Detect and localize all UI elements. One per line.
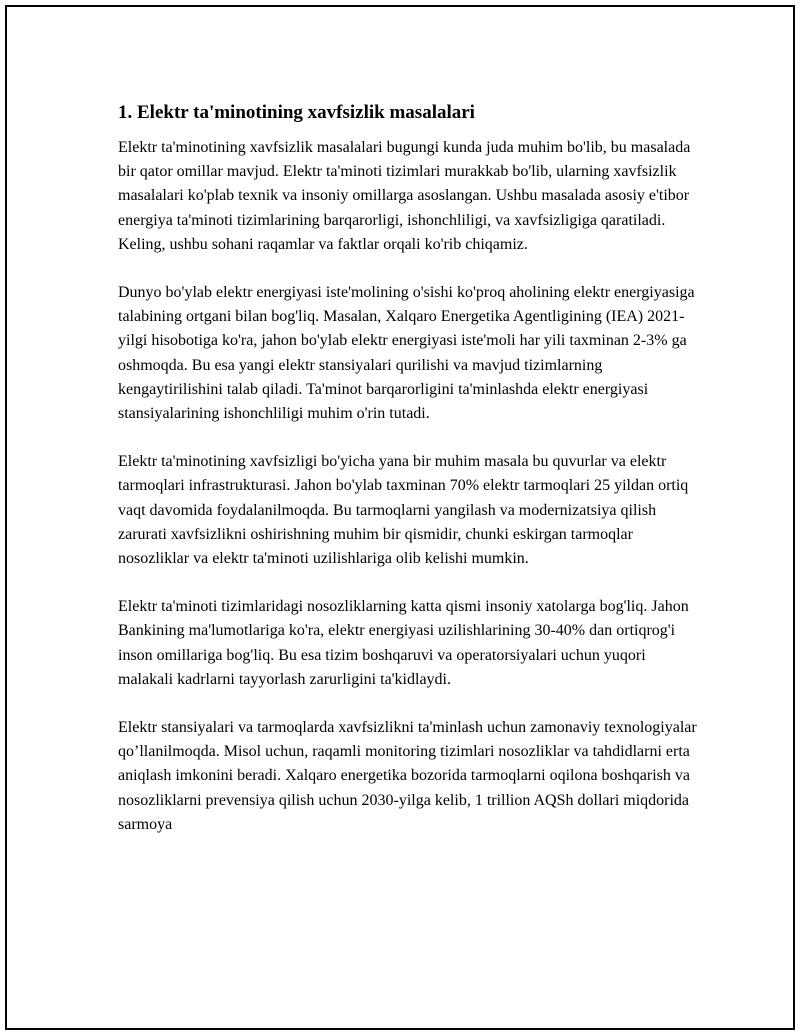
paragraph-1: Elektr ta'minotining xavfsizlik masalalari bugungi kunda juda muhim bo'lib, bu masalada bir qator omillar mavjud. Elektr ta'minoti tizimlari murakkab bo'lib, ularning xavfsizlik masalalari ko'plab texnik va insoniy omillarga asoslangan. Ushbu masalada asosiy e'tibor energiya ta'minoti tizimlarining barqarorligi, ishonchliligi, va xavfsizligiga qaratiladi. Keling, ushbu sohani raqamlar va faktlar orqali ko'rib chiqamiz. <box>118 139 691 253</box>
paragraph-4: Elektr ta'minoti tizimlaridagi nosozliklarning katta qismi insoniy xatolarga bog'liq. Jahon Bankining ma'lumotlariga ko'ra, elektr energiyasi uzilishlarining 30-40% dan ortiqrog'i inson omillariga bog'liq. Bu esa tizim boshqaruvi va operatorsiyalari uchun yuqori malakali kadrlarni tayyorlash zarurligini ta'kidlaydi. <box>118 598 689 688</box>
section-heading: 1. Elektr ta'minotining xavfsizlik masalalari <box>118 102 475 123</box>
paragraph-2: Dunyo bo'ylab elektr energiyasi iste'molining o'sishi ko'proq aholining elektr energiyasiga talabining ortgani bilan bog'liq. Masalan, Xalqaro Energetika Agentligining (IEA) 2021-yilgi hisobotiga ko'ra, jahon bo'ylab elektr energiyasi iste'moli har yili taxminan 2-3% ga oshmoqda. Bu esa yangi elektr stansiyalari qurilishi va mavjud tizimlarning kengaytirilishini talab qiladi. Ta'minot barqarorligini ta'minlashda elektr energiyasi stansiyalarining ishonchliligi muhim o'rin tutadi. <box>118 284 695 423</box>
paragraph-5: Elektr stansiyalari va tarmoqlarda xavfsizlikni ta'minlash uchun zamonaviy texnologiyalar qo’llanilmoqda. Misol uchun, raqamli monitoring tizimlari nosozliklar va tahdidlarni erta aniqlash imkonini beradi. Xalqaro energetika bozorida tarmoqlarni oqilona boshqarish va nosozliklarni prevensiya qilish uchun 2030-yilga kelib, 1 trillion AQSh dollari miqdorida sarmoya <box>118 719 697 833</box>
paragraph-3: Elektr ta'minotining xavfsizligi bo'yicha yana bir muhim masala bu quvurlar va elektr tarmoqlari infrastrukturasi. Jahon bo'ylab taxminan 70% elektr tarmoqlari 25 yildan ortiq vaqt davomida foydalanilmoqda. Bu tarmoqlarni yangilash va modernizatsiya qilish zarurati xavfsizlikni oshirishning muhim bir qismidir, chunki eskirgan tarmoqlar nosozliklar va elektr ta'minoti uzilishlariga olib kelishi mumkin. <box>118 453 689 568</box>
page <box>5 5 795 1030</box>
document-body <box>118 99 698 861</box>
